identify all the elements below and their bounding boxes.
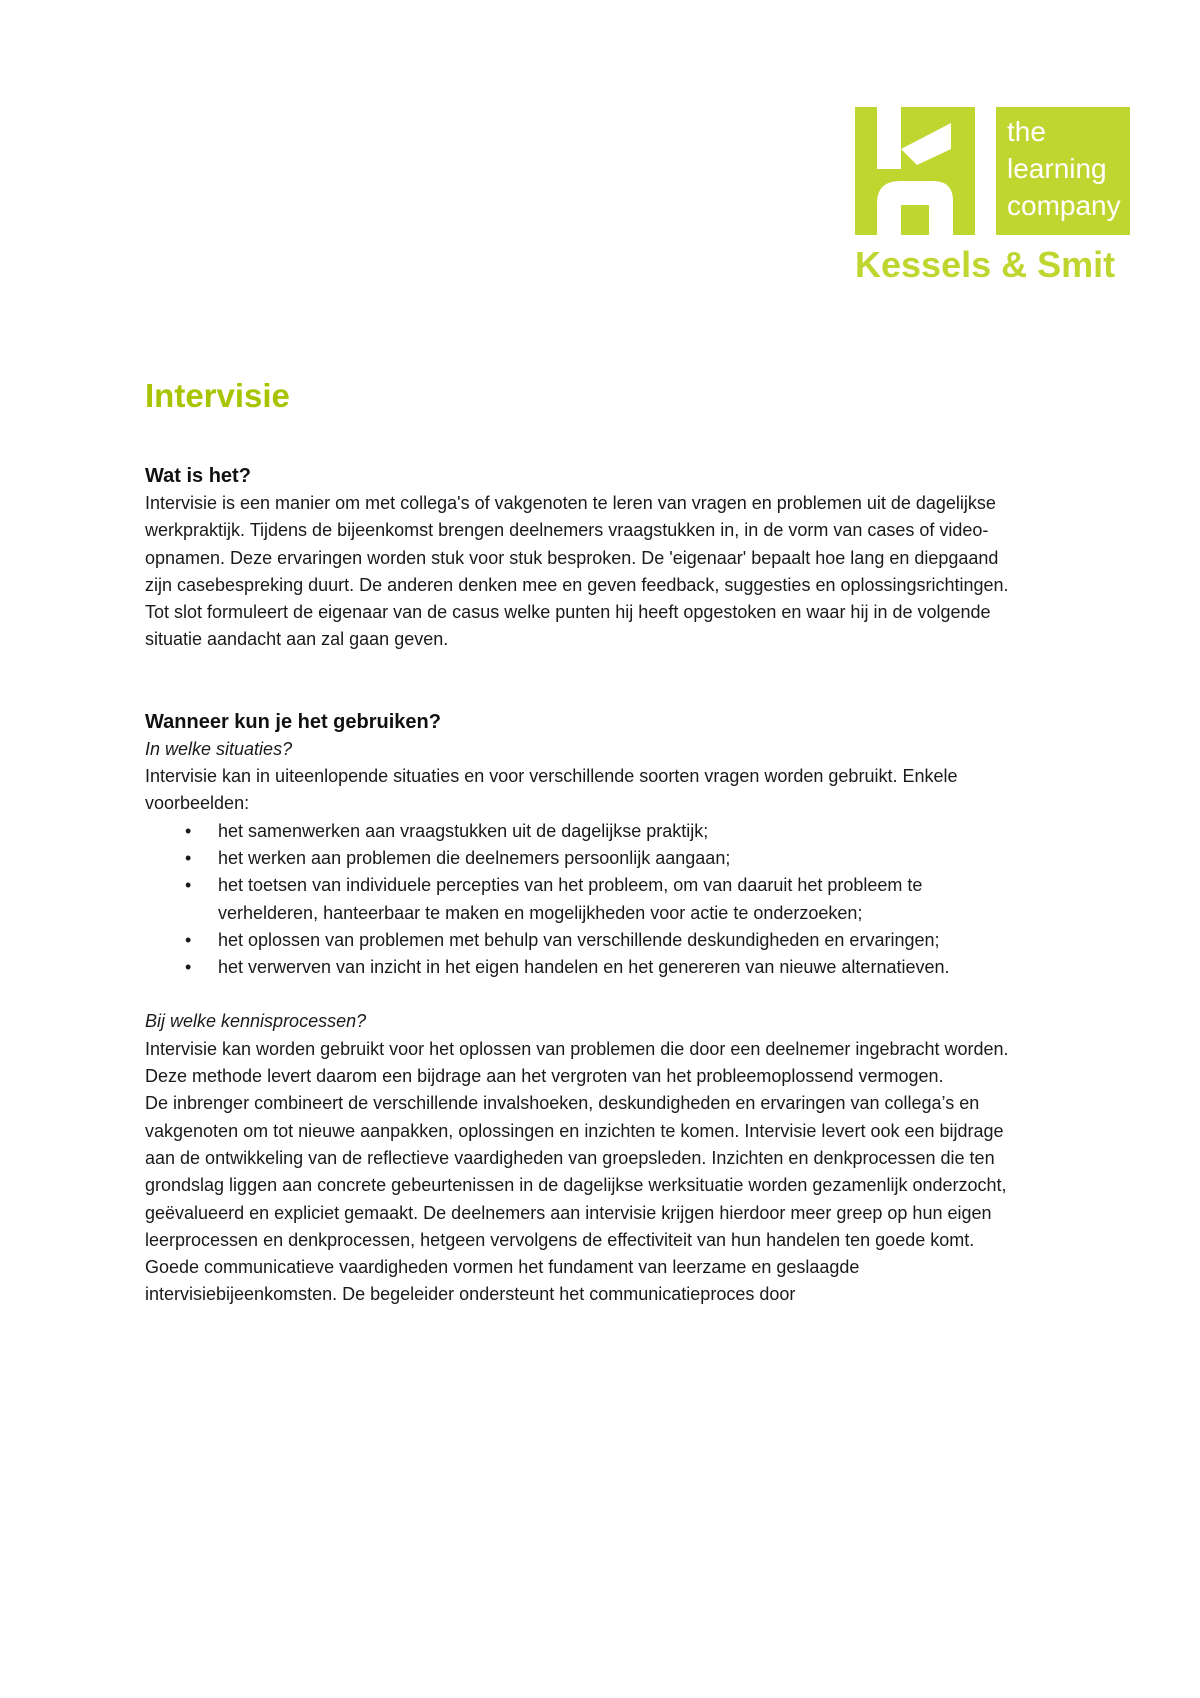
paragraph: De inbrenger combineert de verschillende invalshoeken, deskundigheden en ervaringen van collega’s en vakgenoten om tot nieuwe aanpakken, oplossingen en inzichten te komen. Intervisie levert ook een bijdrage aan de ontwikkeling van de reflectieve vaardigheden van groepsleden. Inzichten en denkprocessen die ten grondslag liggen aan concrete gebeurtenissen in de dagelijkse werksituatie worden gezamenlijk onderzocht, geëvalueerd en expliciet gemaakt. De deelnemers aan intervisie krijgen hierdoor meer greep op hun eigen leerprocessen en denkprocessen, hetgeen vervolgens de effectiviteit van hun handelen ten goede komt. Goede communicatieve vaardigheden vormen het fundament van leerzame en geslaagde intervisiebijeenkomsten. De begeleider ondersteunt het communicatieproces door bbox=[145, 1093, 1007, 1305]
logo-tagline-line-3: company bbox=[1007, 190, 1121, 221]
logo-tagline-line-1: the bbox=[1007, 116, 1046, 147]
section-heading: Wat is het? bbox=[145, 465, 251, 487]
list-item: • het oplossen van problemen met behulp van verschillende deskundigheden en ervaringen; bbox=[145, 927, 1025, 954]
list-item: • het verwerven van inzicht in het eigen handelen en het genereren van nieuwe alternatieven. bbox=[145, 954, 1025, 981]
section-paragraph: Intervisie is een manier om met collega's of vakgenoten te leren van vragen en problemen uit de dagelijkse werkpraktijk. Tijdens de bijeenkomst brengen deelnemers vraagstukken in, in de vorm van cases of video-opnamen. Deze ervaringen worden stuk voor stuk besproken. De 'eigenaar' bepaalt hoe lang en diepgaand zijn casebespreking duurt. De anderen denken mee en geven feedback, suggesties en oplossingsrichtingen. Tot slot formuleert de eigenaar van de casus welke punten hij heeft opgestoken en waar hij in de volgende situatie aandacht aan zal gaan geven. bbox=[145, 493, 1009, 650]
company-logo bbox=[855, 107, 1130, 287]
bullet-icon: • bbox=[185, 929, 192, 950]
document-body bbox=[145, 375, 1025, 1309]
section-what-is-it bbox=[145, 463, 1025, 654]
subheading-situations: In welke situaties? bbox=[145, 738, 293, 759]
section-heading: Wanneer kun je het gebruiken? bbox=[145, 710, 441, 733]
list-item: • het samenwerken aan vraagstukken uit de dagelijkse praktijk; bbox=[145, 818, 1025, 845]
intro-paragraph: Intervisie kan in uiteenlopende situaties en voor verschillende soorten vragen worden gebruikt. Enkele voorbeelden: bbox=[145, 766, 958, 814]
bullet-icon: • bbox=[185, 875, 192, 896]
bullet-icon: • bbox=[185, 820, 192, 841]
section-when-to-use bbox=[145, 709, 1025, 1309]
bullet-icon: • bbox=[185, 847, 192, 868]
paragraph: Intervisie kan worden gebruikt voor het oplossen van problemen die door een deelnemer ingebracht worden. Deze methode levert daarom een bijdrage aan het vergroten van het probleemoplossend vermogen. bbox=[145, 1038, 1009, 1087]
logo-tagline-line-2: learning bbox=[1007, 153, 1107, 184]
list-item: • het werken aan problemen die deelnemers persoonlijk aangaan; bbox=[145, 845, 1025, 872]
list-item: • het toetsen van individuele percepties van het probleem, om van daaruit het probleem te verhelderen, hanteerbaar te maken en mogelijkheden voor actie te onderzoeken; bbox=[145, 872, 1025, 927]
bullet-list bbox=[145, 818, 1025, 982]
logo-brand-name: Kessels & Smit bbox=[855, 244, 1116, 285]
logo-emblem bbox=[855, 107, 975, 235]
page-title: Intervisie bbox=[145, 377, 290, 414]
subheading-knowledge-processes: Bij welke kennisprocessen? bbox=[145, 1011, 367, 1032]
bullet-icon: • bbox=[185, 957, 192, 978]
